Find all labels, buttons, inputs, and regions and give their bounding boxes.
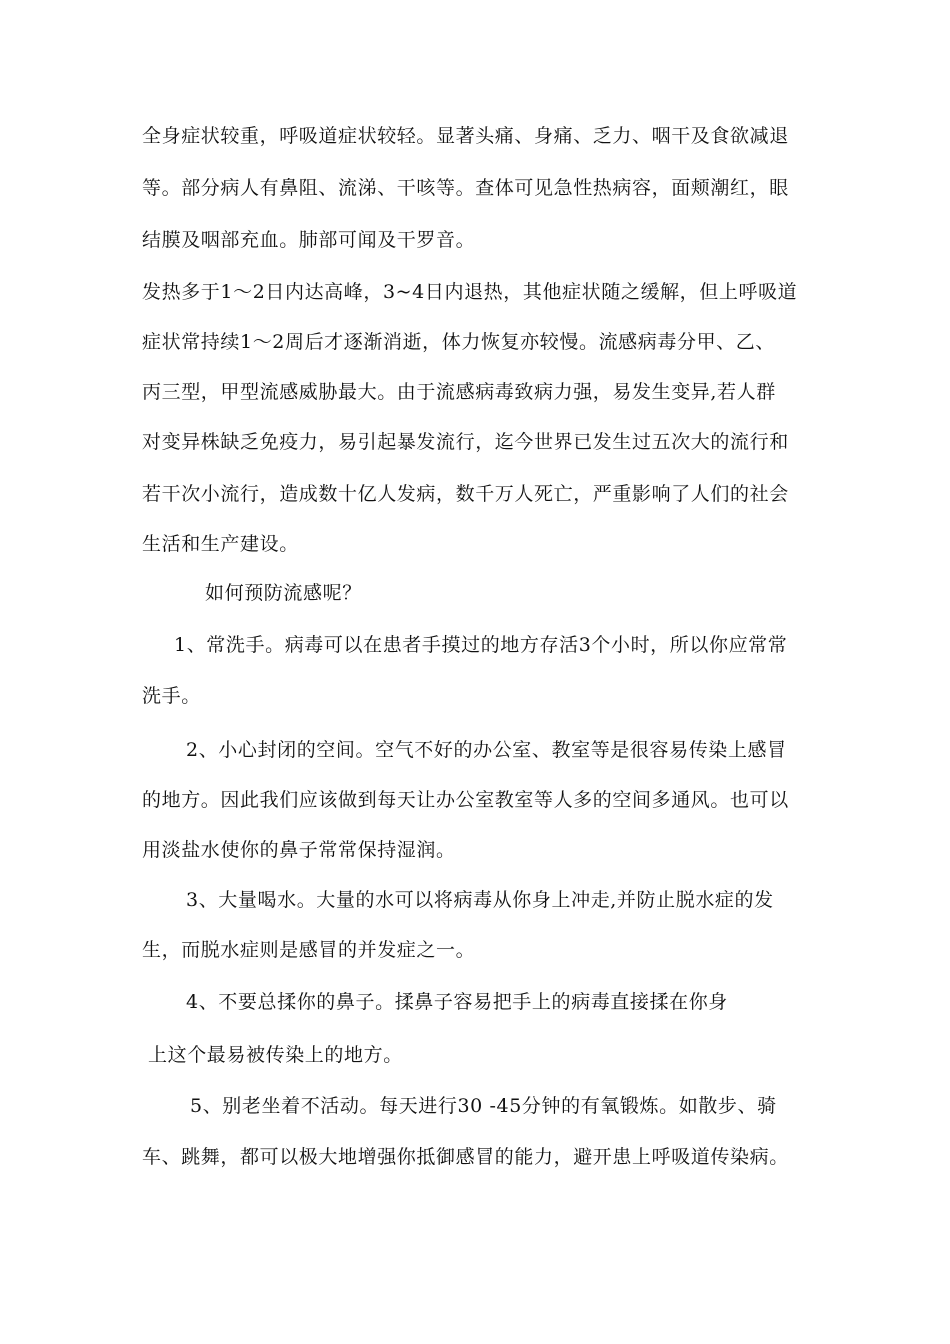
text-line: 发热多于1〜2日内达高峰，3~4日内退热，其他症状随之缓解，但上呼吸道	[142, 281, 798, 303]
section-heading: 如何预防流感呢？	[205, 582, 362, 604]
text-line: 全身症状较重，呼吸道症状较轻。显著头痛、身痛、乏力、咽干及食欲减退	[142, 125, 789, 147]
text-line: 的地方。因此我们应该做到每天让办公室教室等人多的空间多通风。也可以	[142, 789, 789, 811]
text-line: 生活和生产建设。	[142, 533, 299, 555]
text-line: 用淡盐水使你的鼻子常常保持湿润。	[142, 839, 456, 861]
text-line: 生，而脱水症则是感冒的并发症之一。	[142, 939, 476, 961]
text-line: 3、大量喝水。大量的水可以将病毒从你身上冲走,并防止脱水症的发	[186, 889, 774, 911]
text-line: 丙三型，甲型流感威胁最大。由于流感病毒致病力强，易发生变异,若人群	[142, 381, 776, 403]
text-line: 2、小心封闭的空间。空气不好的办公室、教室等是很容易传染上感冒	[186, 739, 787, 761]
text-line: 等。部分病人有鼻阻、流涕、干咳等。查体可见急性热病容，面颊潮红，眼	[142, 177, 789, 199]
text-line: 若干次小流行，造成数十亿人发病，数千万人死亡，严重影响了人们的社会	[142, 483, 789, 505]
text-line: 对变异株缺乏免疫力，易引起暴发流行，迄今世界已发生过五次大的流行和	[142, 431, 789, 453]
text-line: 1、常洗手。病毒可以在患者手摸过的地方存活3个小时，所以你应常常	[174, 634, 788, 656]
text-line: 车、跳舞，都可以极大地增强你抵御感冒的能力，避开患上呼吸道传染病。	[142, 1146, 789, 1168]
text-line: 5、别老坐着不活动。每天进行30 -45分钟的有氧锻炼。如散步、骑	[190, 1095, 777, 1117]
text-line: 症状常持续1〜2周后才逐渐消逝，体力恢复亦较慢。流感病毒分甲、乙、	[142, 331, 775, 353]
text-line: 洗手。	[142, 685, 201, 707]
text-line: 4、不要总揉你的鼻子。揉鼻子容易把手上的病毒直接揉在你身	[186, 991, 728, 1013]
text-line: 上这个最易被传染上的地方。	[148, 1044, 403, 1066]
text-line: 结膜及咽部充血。肺部可闻及干罗音。	[142, 229, 476, 251]
